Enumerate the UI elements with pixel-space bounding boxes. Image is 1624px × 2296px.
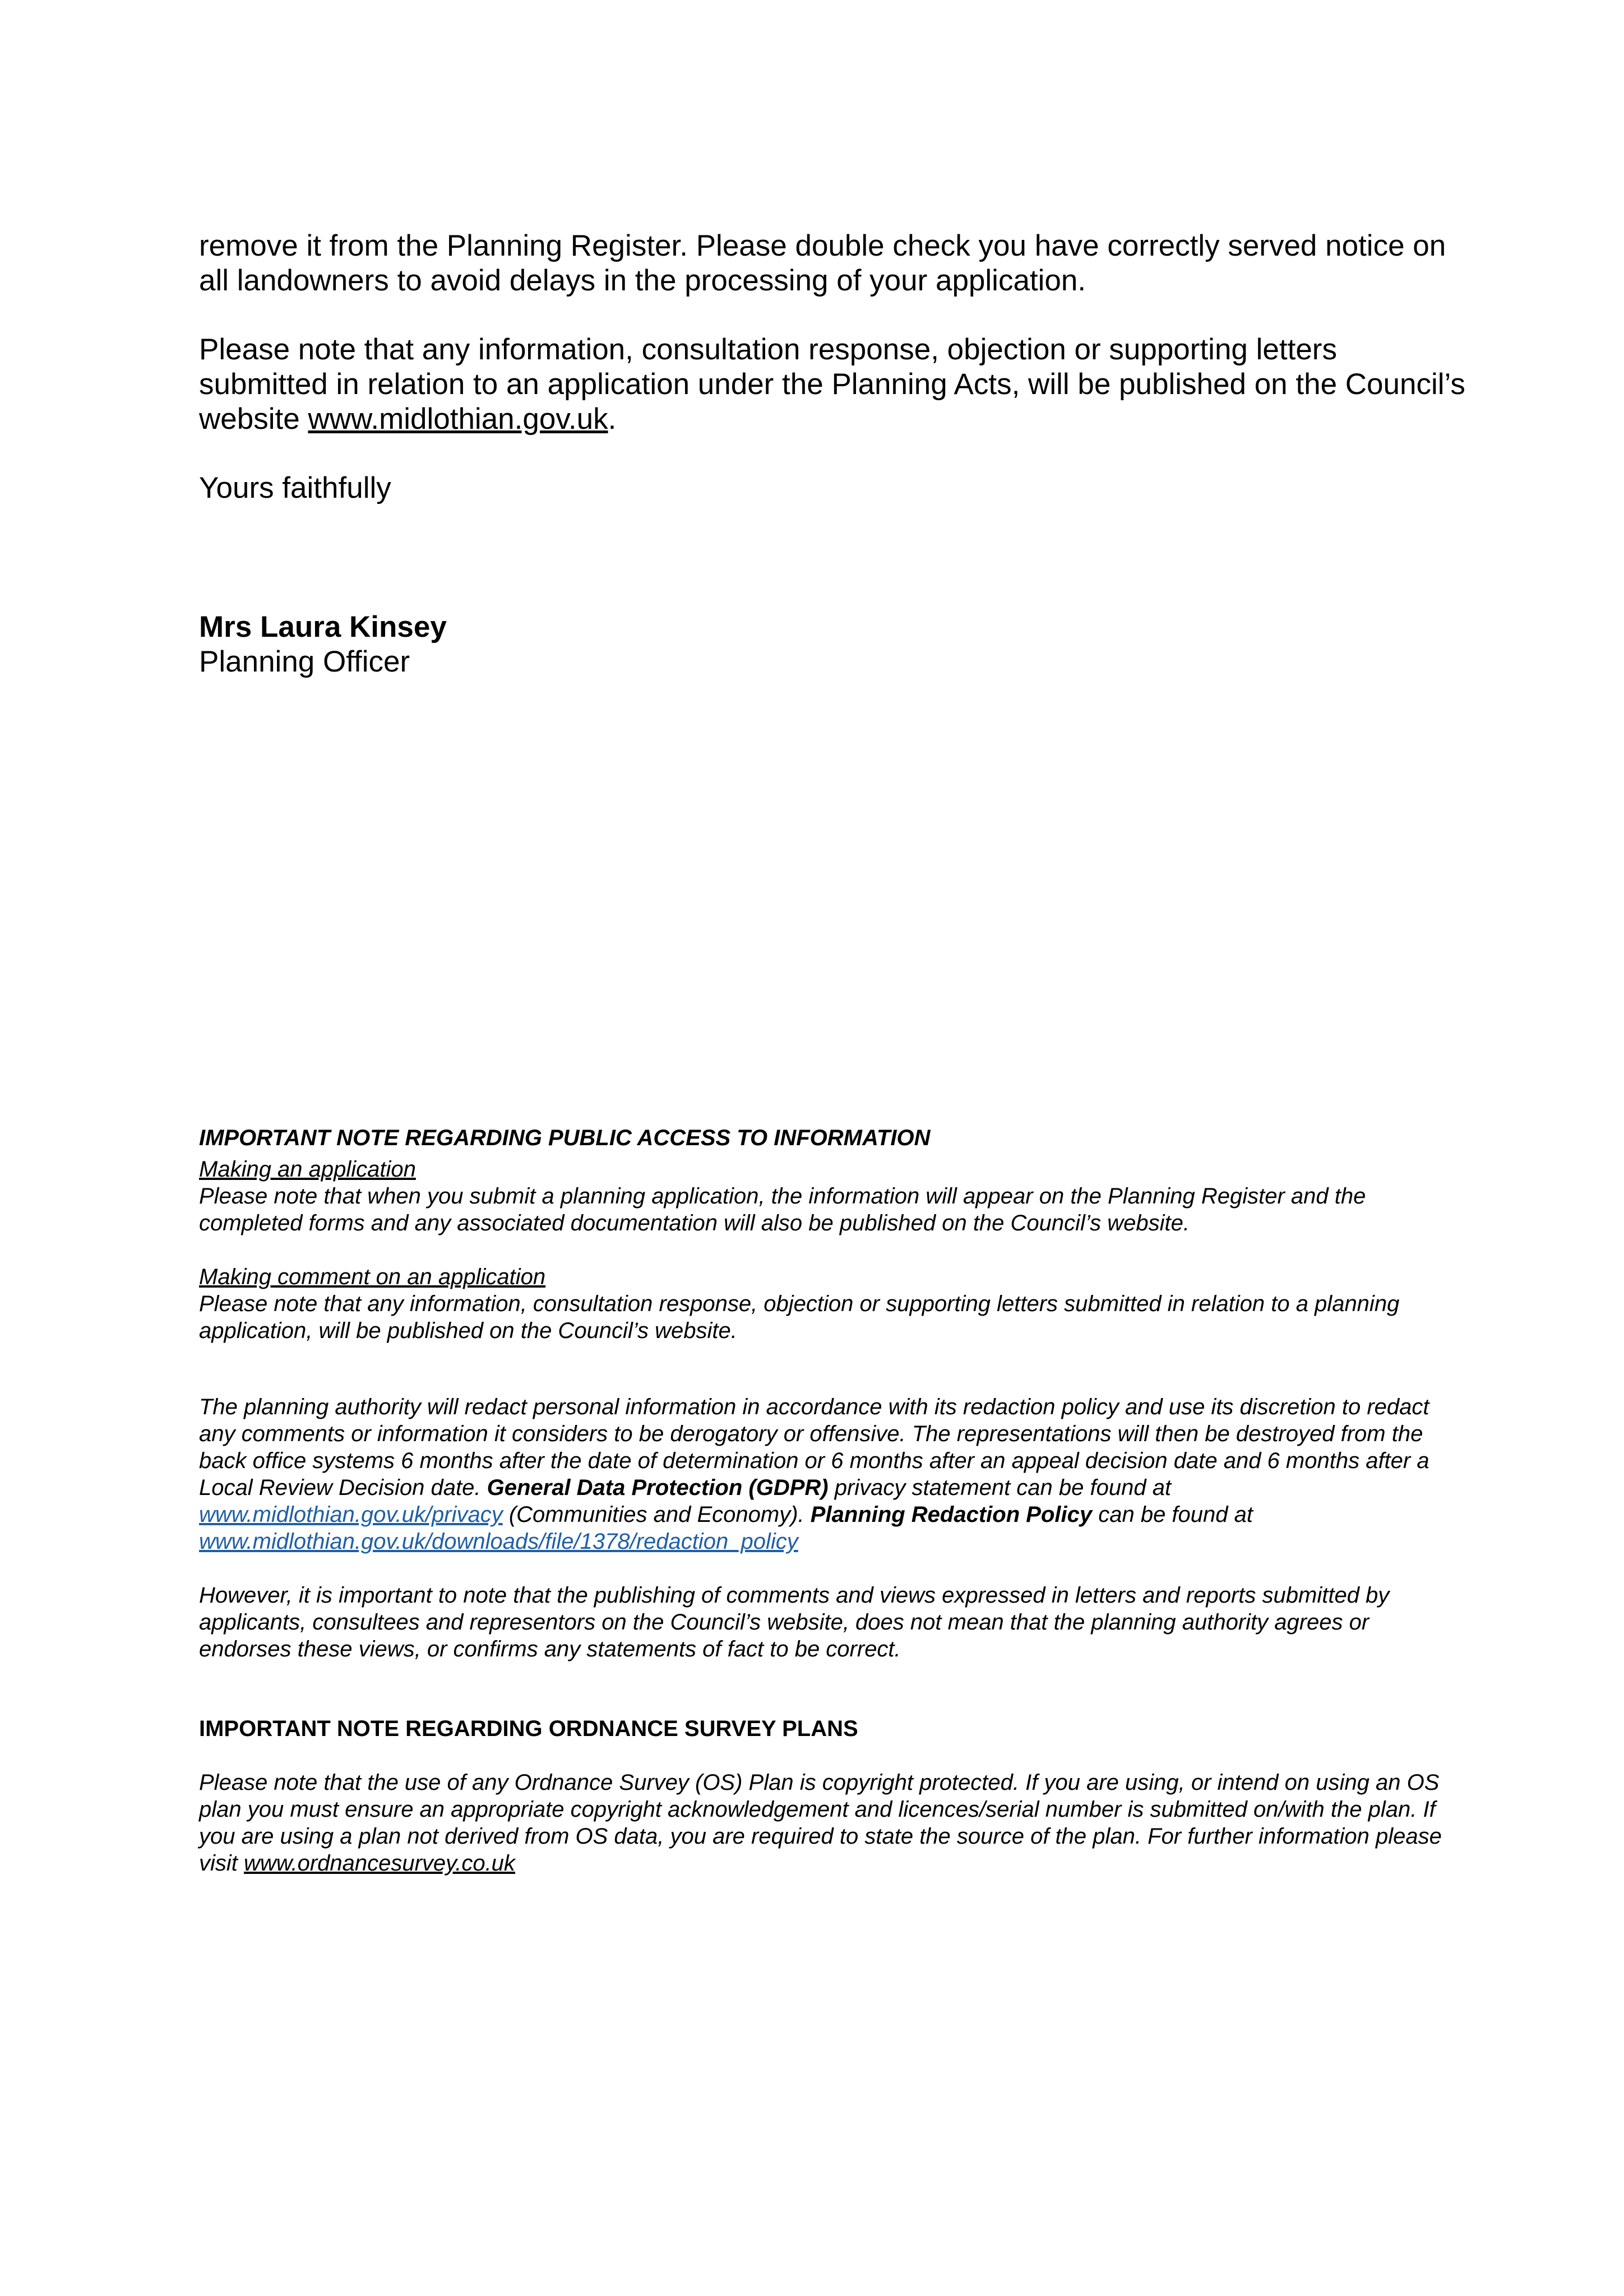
council-website-link[interactable]: www.midlothian.gov.uk bbox=[308, 402, 608, 436]
ordnance-survey-heading: IMPORTANT NOTE REGARDING ORDNANCE SURVEY PLANS bbox=[199, 1716, 858, 1741]
redaction-text-1: The planning authority will redact personal information in accordance with its redaction policy and use its discretion to redact any comments or information it considers to be derogatory or offensive. The representations will then be destroyed from the back office systems 6 months after the date of determination or 6 months after an appeal decision date and 6 months after a Local Review Decision date. bbox=[199, 1395, 1429, 1500]
redaction-policy-label: Planning Redaction Policy bbox=[810, 1502, 1093, 1527]
making-application-title: Making an application bbox=[199, 1157, 416, 1182]
privacy-link[interactable]: www.midlothian.gov.uk/privacy bbox=[199, 1502, 503, 1527]
redaction-text-4: can be found at bbox=[1092, 1502, 1253, 1527]
signatory-name: Mrs Laura Kinsey bbox=[199, 610, 447, 644]
closing-salutation: Yours faithfully bbox=[199, 471, 391, 504]
redaction-policy-link[interactable]: www.midlothian.gov.uk/downloads/file/1378/redaction_policy bbox=[199, 1529, 798, 1554]
ordnance-survey-text: Please note that the use of any Ordnance Survey (OS) Plan is copyright protected. If you are using, or intend on using an OS plan you must ensure an appropriate copyright acknowledgement and licences/serial number is submitted on/with the plan. If you are using a plan not derived from OS data, you are required to state the source of the plan. For further information please visit bbox=[199, 1770, 1442, 1876]
ordnance-survey-link[interactable]: www.ordnancesurvey.co.uk bbox=[244, 1851, 515, 1876]
public-access-heading: IMPORTANT NOTE REGARDING PUBLIC ACCESS TO INFORMATION bbox=[199, 1126, 931, 1150]
paragraph-end-punctuation: . bbox=[608, 402, 617, 436]
paragraph-publication-notice bbox=[199, 332, 1466, 437]
redaction-text-3: (Communities and Economy). bbox=[502, 1502, 811, 1527]
making-comment-text: Please note that any information, consultation response, objection or supporting letters submitted in relation to a planning application, will be published on the Council’s website. bbox=[199, 1292, 1400, 1343]
gdpr-label: General Data Protection (GDPR) bbox=[487, 1475, 829, 1500]
however-paragraph: However, it is important to note that the publishing of comments and views expressed in letters and reports submitted by applicants, consultees and representors on the Council’s website, does not mean that the planning authority agrees or endorses these views, or confirms any statements of fact to be correct. bbox=[199, 1583, 1390, 1661]
making-application-section bbox=[199, 1156, 1466, 1237]
ordnance-survey-paragraph bbox=[199, 1769, 1466, 1877]
making-comment-title: Making comment on an application bbox=[199, 1265, 546, 1289]
paragraph-planning-register: remove it from the Planning Register. Please double check you have correctly served notice on all landowners to avoid delays in the processing of your application. bbox=[199, 229, 1446, 297]
paragraph-publication-text: Please note that any information, consultation response, objection or supporting letters submitted in relation to an application under the Planning Acts, will be published on the Council’s website bbox=[199, 333, 1465, 436]
signatory-title: Planning Officer bbox=[199, 645, 410, 678]
making-application-text: Please note that when you submit a planning application, the information will appear on the Planning Register and the completed forms and any associated documentation will also be published on the Council’s website. bbox=[199, 1184, 1366, 1235]
redaction-paragraph bbox=[199, 1394, 1466, 1555]
making-comment-section bbox=[199, 1263, 1466, 1344]
redaction-text-2: privacy statement can be found at bbox=[828, 1475, 1172, 1500]
